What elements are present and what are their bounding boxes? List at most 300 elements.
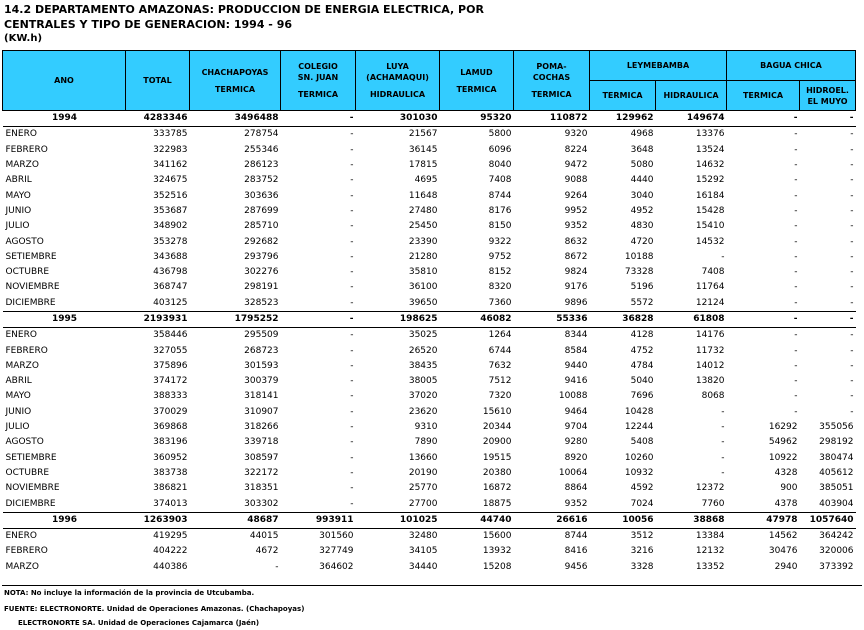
table-cell: 9824 [564,267,588,278]
unit-label: (KW.h) [4,33,43,44]
source-line-2: ELECTRONORTE SA. Unidad de Operaciones Cajamarca (Jaén) [18,619,260,627]
table-cell: 4440 [630,175,654,186]
table-cell: 4968 [630,129,654,140]
year-total-row [3,311,856,327]
table-cell: 9320 [564,129,588,140]
table-cell: 404222 [153,546,188,557]
table-cell: - [794,360,798,371]
table-cell: 8632 [564,236,588,247]
table-cell: 10922 [768,452,798,463]
table-cell: 14562 [768,531,798,542]
table-cell: - [350,205,354,216]
table-cell: 341162 [153,160,188,171]
table-cell: - [794,236,798,247]
table-cell: 308597 [244,452,279,463]
table-cell: 343688 [153,251,188,262]
table-bottom-rule [2,585,862,586]
title-line-1: 14.2 DEPARTAMENTO AMAZONAS: PRODUCCION DE ENERGIA ELECTRICA, POR [4,3,484,16]
table-cell: - [350,467,354,478]
table-cell: 20900 [482,437,512,448]
header-colegio [281,51,356,111]
table-cell: 36100 [408,282,438,293]
table-cell: 368747 [153,282,188,293]
header-bagua-hidroel [800,81,856,111]
table-cell: 6096 [488,144,512,155]
table-cell: 4952 [630,205,654,216]
table-cell: 8416 [564,546,588,557]
table-row [3,158,856,173]
table-cell: 12244 [624,422,654,433]
header-luya-2: (ACHAMAQUI) [366,73,429,82]
table-cell: 9752 [488,251,512,262]
table-cell: 383196 [153,437,188,448]
table-cell: 16292 [768,422,798,433]
table-cell: 9464 [564,406,588,417]
table-cell: 255346 [244,144,279,155]
table-cell: 327749 [319,546,354,557]
row-label: JUNIO [5,205,32,216]
table-cell: 373392 [819,561,854,572]
table-cell: - [350,345,354,356]
table-cell: 39650 [408,297,438,308]
table-row [3,374,856,389]
table-cell: 364242 [819,531,854,542]
header-luya-1: LUYA [386,62,409,71]
table-cell: 327055 [153,345,188,356]
table-cell: 9472 [564,160,588,171]
table-cell: - [721,251,725,262]
table-cell: 25770 [408,483,438,494]
table-cell: 36828 [590,311,656,327]
table-cell: 7696 [630,391,654,402]
table-cell: 14532 [695,236,725,247]
table-cell: 283752 [244,175,279,186]
row-label: FEBRERO [5,345,48,356]
table-cell: - [794,251,798,262]
header-chachapoyas-type: TERMICA [214,84,256,94]
table-cell: 13660 [408,452,438,463]
table-cell: - [350,251,354,262]
table-cell: - [727,111,800,127]
table-cell: 358446 [153,330,188,341]
table-cell: 11648 [408,190,438,201]
table-cell: 405612 [819,467,854,478]
table-cell: 9352 [564,221,588,232]
table-cell: - [794,282,798,293]
table-cell: 47978 [727,512,800,528]
table-cell: 3648 [630,144,654,155]
table-cell: 286123 [244,160,279,171]
table-cell: 310907 [244,406,279,417]
table-cell: 380474 [819,452,854,463]
table-cell: - [794,129,798,140]
table-cell: 374172 [153,376,188,387]
table-cell: 15208 [482,561,512,572]
table-cell: 12124 [695,297,725,308]
row-label: OCTUBRE [5,467,50,478]
table-cell: 8744 [564,531,588,542]
table-cell: 374013 [153,498,188,509]
table-cell: 21280 [408,251,438,262]
row-label: ENERO [5,330,37,341]
table-cell: 13376 [695,129,725,140]
table-cell: 339718 [244,437,279,448]
header-lamud-type: TERMICA [456,84,497,94]
table-cell: 37020 [408,391,438,402]
table-cell: 13384 [695,531,725,542]
table-cell: 302276 [244,267,279,278]
table-cell: 295509 [244,330,279,341]
table-cell: 2193931 [126,311,190,327]
table-cell: 23390 [408,236,438,247]
table-cell: 26520 [408,345,438,356]
table-cell: 34105 [408,546,438,557]
table-cell: 14176 [695,330,725,341]
table-cell: 360952 [153,452,188,463]
table-cell: 301030 [356,111,440,127]
table-cell: 9416 [564,376,588,387]
table-cell: 20344 [482,422,512,433]
table-cell: 38005 [408,376,438,387]
row-label: NOVIEMBRE [5,282,60,293]
table-row [3,234,856,249]
table-cell: 27700 [408,498,438,509]
table-cell: - [350,267,354,278]
table-cell: - [350,129,354,140]
table-cell: - [794,190,798,201]
header-lamud-name: LAMUD [460,67,493,77]
table-cell: 26616 [514,512,590,528]
header-colegio-2: SN. JUAN [297,73,339,82]
table-cell: 7408 [701,267,725,278]
table-cell: - [350,190,354,201]
table-cell: 4672 [255,546,279,557]
table-cell: - [850,175,854,186]
table-cell: - [850,282,854,293]
table-cell: 7320 [488,391,512,402]
table-cell: - [800,311,856,327]
table-cell: - [350,391,354,402]
table-cell: 278754 [244,129,279,140]
table-cell: 5800 [488,129,512,140]
table-cell: 198625 [356,311,440,327]
header-chachapoyas-name: CHACHAPOYAS [201,67,269,77]
table-cell: 3512 [630,531,654,542]
table-cell: - [850,129,854,140]
table-cell: 385051 [819,483,854,494]
table-cell: - [721,422,725,433]
table-cell: 9264 [564,190,588,201]
table-cell: 900 [780,483,798,494]
row-label: JULIO [5,422,30,433]
table-cell: - [350,282,354,293]
table-cell: 8584 [564,345,588,356]
table-cell: 2940 [774,561,798,572]
table-header [3,51,856,111]
table-cell: 30476 [768,546,798,557]
table-cell: 388333 [153,391,188,402]
row-label: MAYO [5,391,31,402]
table-cell: 9456 [564,561,588,572]
table-cell: 10428 [624,406,654,417]
header-total: TOTAL [126,51,190,111]
row-label: OCTUBRE [5,267,50,278]
table-cell: - [721,406,725,417]
table-cell: - [350,236,354,247]
table-cell: - [850,330,854,341]
table-cell: 285710 [244,221,279,232]
table-body [3,111,856,575]
table-cell: - [350,160,354,171]
row-label: 1994 [3,111,126,127]
table-cell: 8152 [488,267,512,278]
table-cell: 3040 [630,190,654,201]
table-cell: 7632 [488,360,512,371]
table-cell: 20380 [482,467,512,478]
table-cell: 369868 [153,422,188,433]
table-cell: 383738 [153,467,188,478]
table-cell: 32480 [408,531,438,542]
table-row [3,529,856,545]
row-label: ABRIL [5,175,32,186]
row-label: DICIEMBRE [5,498,56,509]
table-cell: 1264 [488,330,512,341]
row-label: MARZO [5,561,39,572]
row-label: SETIEMBRE [5,251,57,262]
table-cell: 10260 [624,452,654,463]
table-cell: 386821 [153,483,188,494]
energy-table [2,50,856,575]
table-cell: - [281,111,356,127]
table-cell: - [350,175,354,186]
table-row [3,389,856,404]
table-cell: 8864 [564,483,588,494]
header-bagua-hidroel-2: EL MUYO [807,96,848,106]
table-cell: 301560 [319,531,354,542]
table-cell: 318141 [244,391,279,402]
table-cell: - [350,437,354,448]
table-cell: - [350,406,354,417]
header-chachapoyas [190,51,281,111]
table-row [3,204,856,219]
table-cell: 8672 [564,251,588,262]
table-cell: 10188 [624,251,654,262]
header-luya-type: HIDRAULICA [369,90,426,99]
table-cell: 46082 [440,311,514,327]
header-ano: ANO [3,51,126,111]
table-cell: - [721,437,725,448]
table-cell: 44740 [440,512,514,528]
row-label: 1996 [3,512,126,528]
row-label: JULIO [5,221,30,232]
table-cell: 15428 [695,205,725,216]
table-row [3,481,856,496]
header-leymebamba-termica: TERMICA [590,81,656,111]
table-cell: 9310 [414,422,438,433]
table-cell: - [350,422,354,433]
table-cell: 7890 [414,437,438,448]
table-cell: 7408 [488,175,512,186]
table-cell: 19515 [482,452,512,463]
table-cell: 4830 [630,221,654,232]
table-row [3,466,856,481]
table-cell: 5040 [630,376,654,387]
table-cell: - [850,360,854,371]
row-label: MARZO [5,160,39,171]
table-cell: - [794,406,798,417]
table-cell: 1263903 [126,512,190,528]
table-cell: 293796 [244,251,279,262]
table-cell: 18875 [482,498,512,509]
row-label: 1995 [3,311,126,327]
table-cell: - [350,297,354,308]
table-cell: 21567 [408,129,438,140]
header-luya [356,51,440,111]
table-cell: 6744 [488,345,512,356]
table-cell: 436798 [153,267,188,278]
table-cell: - [794,297,798,308]
table-cell: 14632 [695,160,725,171]
row-label: SETIEMBRE [5,452,57,463]
table-cell: 15292 [695,175,725,186]
table-cell: 9322 [488,236,512,247]
table-cell: - [850,376,854,387]
table-cell: 375896 [153,360,188,371]
table-cell: - [350,330,354,341]
table-cell: 298191 [244,282,279,293]
table-cell: 328523 [244,297,279,308]
table-cell: 7360 [488,297,512,308]
table-row [3,173,856,188]
row-label: AGOSTO [5,437,44,448]
table-cell: 348902 [153,221,188,232]
table-cell: 20190 [408,467,438,478]
table-cell: - [850,345,854,356]
header-leymebamba: LEYMEBAMBA [590,51,727,81]
table-cell: 12132 [695,546,725,557]
table-cell: - [794,144,798,155]
table-cell: 9176 [564,282,588,293]
table-cell: 35810 [408,267,438,278]
table-cell: 14012 [695,360,725,371]
table-cell: 322983 [153,144,188,155]
row-label: ENERO [5,129,37,140]
header-pomacochas [514,51,590,111]
table-cell: 352516 [153,190,188,201]
table-cell: - [850,205,854,216]
table-cell: 10932 [624,467,654,478]
table-cell: 9088 [564,175,588,186]
table-cell: 11764 [695,282,725,293]
table-cell: 4592 [630,483,654,494]
table-cell: 353687 [153,205,188,216]
table-cell: 10088 [558,391,588,402]
table-cell: 300379 [244,376,279,387]
table-row [3,328,856,344]
table-cell: - [800,111,856,127]
table-cell: - [794,345,798,356]
table-row [3,188,856,203]
row-label: DICIEMBRE [5,297,56,308]
table-cell: - [850,267,854,278]
table-cell: - [794,267,798,278]
table-cell: 419295 [153,531,188,542]
table-cell: 17815 [408,160,438,171]
header-lamud [440,51,514,111]
table-cell: 16184 [695,190,725,201]
table-cell: - [794,160,798,171]
table-cell: 353278 [153,236,188,247]
table-cell: 7512 [488,376,512,387]
table-cell: 355056 [819,422,854,433]
table-cell: 15600 [482,531,512,542]
row-label: MARZO [5,360,39,371]
table-cell: 4378 [774,498,798,509]
header-bagua-chica: BAGUA CHICA [727,51,856,81]
table-cell: - [350,376,354,387]
table-cell: 440386 [153,561,188,572]
table-cell: 36145 [408,144,438,155]
table-cell: 268723 [244,345,279,356]
title-line-2: CENTRALES Y TIPO DE GENERACION: 1994 - 96 [4,18,293,31]
row-label: ABRIL [5,376,32,387]
table-cell: 5408 [630,437,654,448]
table-cell: 4328 [774,467,798,478]
table-row [3,143,856,158]
table-cell: 1795252 [190,311,281,327]
table-cell: 5196 [630,282,654,293]
table-cell: 364602 [319,561,354,572]
table-cell: 35025 [408,330,438,341]
table-cell: 9440 [564,360,588,371]
table-row [3,250,856,265]
table-cell: - [350,360,354,371]
table-cell: 3328 [630,561,654,572]
row-label: ENERO [5,531,37,542]
table-cell: 1057640 [800,512,856,528]
table-cell: 10056 [590,512,656,528]
row-label: AGOSTO [5,236,44,247]
table-row [3,435,856,450]
table-cell: 4752 [630,345,654,356]
table-row [3,560,856,575]
table-row [3,496,856,512]
table-cell: 44015 [249,531,279,542]
table-row [3,265,856,280]
table-cell: - [794,376,798,387]
table-cell: 8150 [488,221,512,232]
table-cell: 8344 [564,330,588,341]
table-cell: - [727,311,800,327]
table-cell: 403904 [819,498,854,509]
table-cell: 8320 [488,282,512,293]
table-cell: 54962 [768,437,798,448]
table-cell: 8744 [488,190,512,201]
table-cell: 4784 [630,360,654,371]
table-cell: 4283346 [126,111,190,127]
header-colegio-type: TERMICA [297,90,339,99]
table-cell: - [350,144,354,155]
table-cell: - [850,391,854,402]
row-label: FEBRERO [5,546,48,557]
table-row [3,405,856,420]
table-cell: 73328 [624,267,654,278]
header-bagua-termica: TERMICA [727,81,800,111]
table-cell: 61808 [656,311,727,327]
table-cell: 303636 [244,190,279,201]
table-cell: - [850,236,854,247]
table-cell: - [794,330,798,341]
